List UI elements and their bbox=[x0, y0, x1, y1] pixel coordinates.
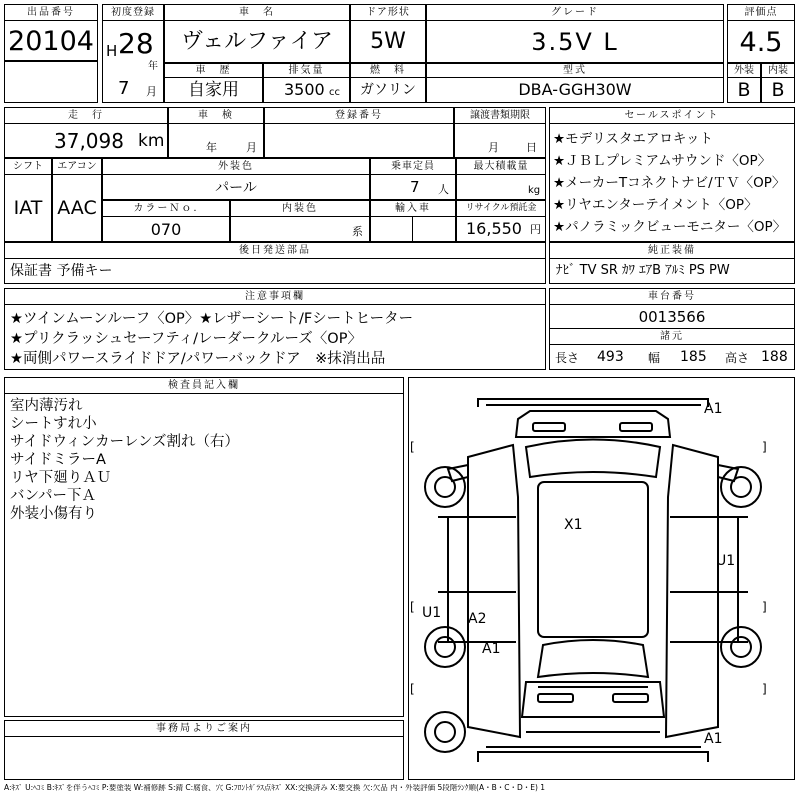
chassis-number: 0013566 bbox=[638, 307, 706, 326]
car-outline bbox=[438, 399, 748, 762]
damage-rear: A1 bbox=[704, 731, 723, 747]
int-label: 内装 bbox=[761, 63, 795, 78]
reg-year-unit: 年 bbox=[148, 61, 158, 72]
lot-extra-box bbox=[4, 61, 98, 103]
office-label: 事務局よりご案内 bbox=[4, 720, 404, 737]
color-value: パール bbox=[215, 179, 257, 196]
notes-line: ★ツインムーンルーフ〈OP〉★レザーシート/Fシートヒーター bbox=[10, 311, 414, 327]
hgt-label: 高さ bbox=[725, 351, 750, 365]
seats-value: 7 bbox=[410, 178, 420, 196]
ext-label: 外装 bbox=[727, 63, 761, 78]
equip-value: ﾅﾋﾞ TV SR ｶﾜ ｴｱB ｱﾙﾐ PS PW bbox=[556, 263, 730, 278]
reg-year: 28 bbox=[118, 27, 154, 60]
inspector-line: シートすれ小 bbox=[10, 416, 97, 432]
len-label: 長さ bbox=[555, 351, 580, 365]
ext-grade: B bbox=[737, 78, 751, 101]
dims-label: 諸元 bbox=[549, 328, 795, 345]
inspector-label: 検査員記入欄 bbox=[4, 377, 404, 394]
later-value: 保証書 予備キー bbox=[10, 263, 113, 279]
reg-month: 7 bbox=[118, 78, 130, 99]
transfer-label: 譲渡書類期限 bbox=[454, 107, 546, 124]
inspect-month-unit: 月 bbox=[246, 141, 257, 154]
sales-list bbox=[553, 128, 793, 238]
reg-label: 初度登録 bbox=[102, 4, 164, 21]
inspect-year-unit: 年 bbox=[206, 141, 217, 154]
bracket-right-front: ] bbox=[762, 440, 767, 454]
bracket-right-mid: ] bbox=[762, 600, 767, 614]
interior-color-unit: 系 bbox=[352, 225, 363, 238]
inspect-label: 車 検 bbox=[168, 107, 264, 124]
inspector-line: サイドウィンカーレンズ割れ（右） bbox=[10, 434, 240, 450]
mileage-label: 走 行 bbox=[4, 107, 168, 124]
damage-left: U1 bbox=[422, 605, 442, 621]
fuel-value: ガソリン bbox=[360, 82, 416, 98]
len-value: 493 bbox=[597, 349, 624, 365]
int-grade: B bbox=[771, 78, 785, 101]
inspector-list bbox=[10, 397, 400, 523]
score-label: 評価点 bbox=[727, 4, 795, 21]
notes-line: ★プリクラッシュセーフティ/レーダークルーズ〈OP〉 bbox=[10, 331, 362, 347]
grade-value: 3.5V L bbox=[531, 28, 619, 56]
model-value: DBA-GGH30W bbox=[518, 80, 632, 99]
transfer-day: 日 bbox=[526, 141, 537, 154]
bracket-left-mid: [ bbox=[410, 600, 415, 614]
inspector-line: バンパー下Ａ bbox=[10, 488, 96, 504]
disp-label: 排気量 bbox=[263, 63, 350, 78]
door-type: 5W bbox=[370, 29, 406, 54]
mileage-value: 37,098 bbox=[54, 129, 124, 153]
load-label: 最大積載量 bbox=[456, 158, 546, 175]
inspector-line: 外装小傷有り bbox=[10, 506, 97, 522]
color-no-value: 070 bbox=[150, 219, 182, 239]
notes-label: 注意事項欄 bbox=[4, 288, 546, 305]
sales-point-item: ★リヤエンターテイメント〈OP〉 bbox=[553, 197, 758, 213]
bracket-left-rear: [ bbox=[410, 682, 415, 696]
interior-color-label: 内装色 bbox=[230, 200, 370, 217]
bracket-right-rear: ] bbox=[762, 682, 767, 696]
tires bbox=[425, 467, 761, 752]
disp-value: 3500 bbox=[284, 80, 325, 99]
damage-rear-left: A1 bbox=[482, 641, 501, 657]
sales-label: セールスポイント bbox=[549, 107, 795, 124]
inspector-line: リヤ下廻りＡＵ bbox=[10, 470, 112, 486]
legend: A:ｷｽﾞ U:ﾍｺﾐ B:ｷｽﾞを伴うﾍｺﾐ P:要塗装 W:補修跡 S:錆 C:腐食、穴 G:ﾌﾛﾝﾄｶﾞﾗｽ点ｷｽﾞ XX:交換済み X:要交換 欠:欠品 内・外装評価 5段階ﾗﾝｸ順(A・B・C・D・E) 1 bbox=[4, 784, 546, 792]
car-name: ヴェルファイア bbox=[180, 29, 334, 54]
damage-front: A1 bbox=[704, 401, 723, 417]
recycle-unit: 円 bbox=[530, 223, 541, 236]
wid-value: 185 bbox=[680, 349, 707, 365]
color-no-label: カラーＮｏ. bbox=[102, 200, 230, 217]
score-value: 4.5 bbox=[739, 26, 783, 58]
grade-label: グレード bbox=[426, 4, 724, 21]
mileage-unit: km bbox=[138, 131, 165, 151]
notes-list bbox=[10, 309, 542, 369]
reg-era: H bbox=[106, 42, 118, 60]
lot-number: 20104 bbox=[8, 25, 94, 57]
model-label: 型式 bbox=[426, 63, 724, 78]
sales-point-item: ★ＪＢＬプレミアムサウンド〈OP〉 bbox=[553, 153, 772, 169]
seats-unit: 人 bbox=[438, 183, 449, 196]
damage-rear-left-door: A2 bbox=[468, 611, 487, 627]
car-damage-diagram bbox=[408, 377, 795, 780]
color-label: 外装色 bbox=[102, 158, 370, 175]
lot-label: 出品番号 bbox=[4, 4, 98, 21]
load-unit: kg bbox=[528, 185, 541, 196]
sales-point-item: ★パノラミックビューモニター〈OP〉 bbox=[553, 219, 787, 235]
fuel-label: 燃 料 bbox=[350, 63, 426, 78]
disp-unit: cc bbox=[329, 87, 340, 98]
history-value: 自家用 bbox=[188, 79, 239, 100]
import-label: 輸入車 bbox=[370, 200, 456, 217]
seats-label: 乗車定員 bbox=[370, 158, 456, 175]
inspector-line: サイドミラーA bbox=[10, 452, 106, 468]
damage-right: U1 bbox=[716, 553, 736, 569]
later-label: 後日発送部品 bbox=[4, 242, 546, 259]
import-divider bbox=[412, 217, 413, 242]
shift-value: IAT bbox=[13, 197, 43, 219]
name-label: 車 名 bbox=[164, 4, 350, 21]
plate-label: 登録番号 bbox=[264, 107, 454, 124]
reg-month-unit: 月 bbox=[146, 85, 157, 98]
history-label: 車 歴 bbox=[164, 63, 263, 78]
recycle-value: 16,550 bbox=[466, 219, 522, 238]
sales-point-item: ★モデリスタエアロキット bbox=[553, 131, 714, 147]
transfer-month: 月 bbox=[488, 141, 499, 154]
sales-point-item: ★メーカーTコネクトナビ/ＴＶ〈OP〉 bbox=[553, 175, 786, 191]
equip-label: 純正装備 bbox=[549, 242, 795, 259]
door-label: ドア形状 bbox=[350, 4, 426, 21]
bracket-left-front: [ bbox=[410, 440, 415, 454]
ac-label: エアコン bbox=[52, 158, 102, 175]
inspector-line: 室内薄汚れ bbox=[10, 398, 83, 414]
hgt-value: 188 bbox=[761, 349, 788, 365]
recycle-label: リサイクル預託金 bbox=[456, 200, 546, 217]
chassis-label: 車台番号 bbox=[549, 288, 795, 305]
wid-label: 幅 bbox=[648, 351, 661, 365]
ac-value: AAC bbox=[57, 197, 97, 219]
shift-label: シフト bbox=[4, 158, 52, 175]
damage-roof: X1 bbox=[564, 517, 583, 533]
notes-line: ★両側パワースライドドア/パワーバックドア ※抹消出品 bbox=[10, 351, 386, 367]
